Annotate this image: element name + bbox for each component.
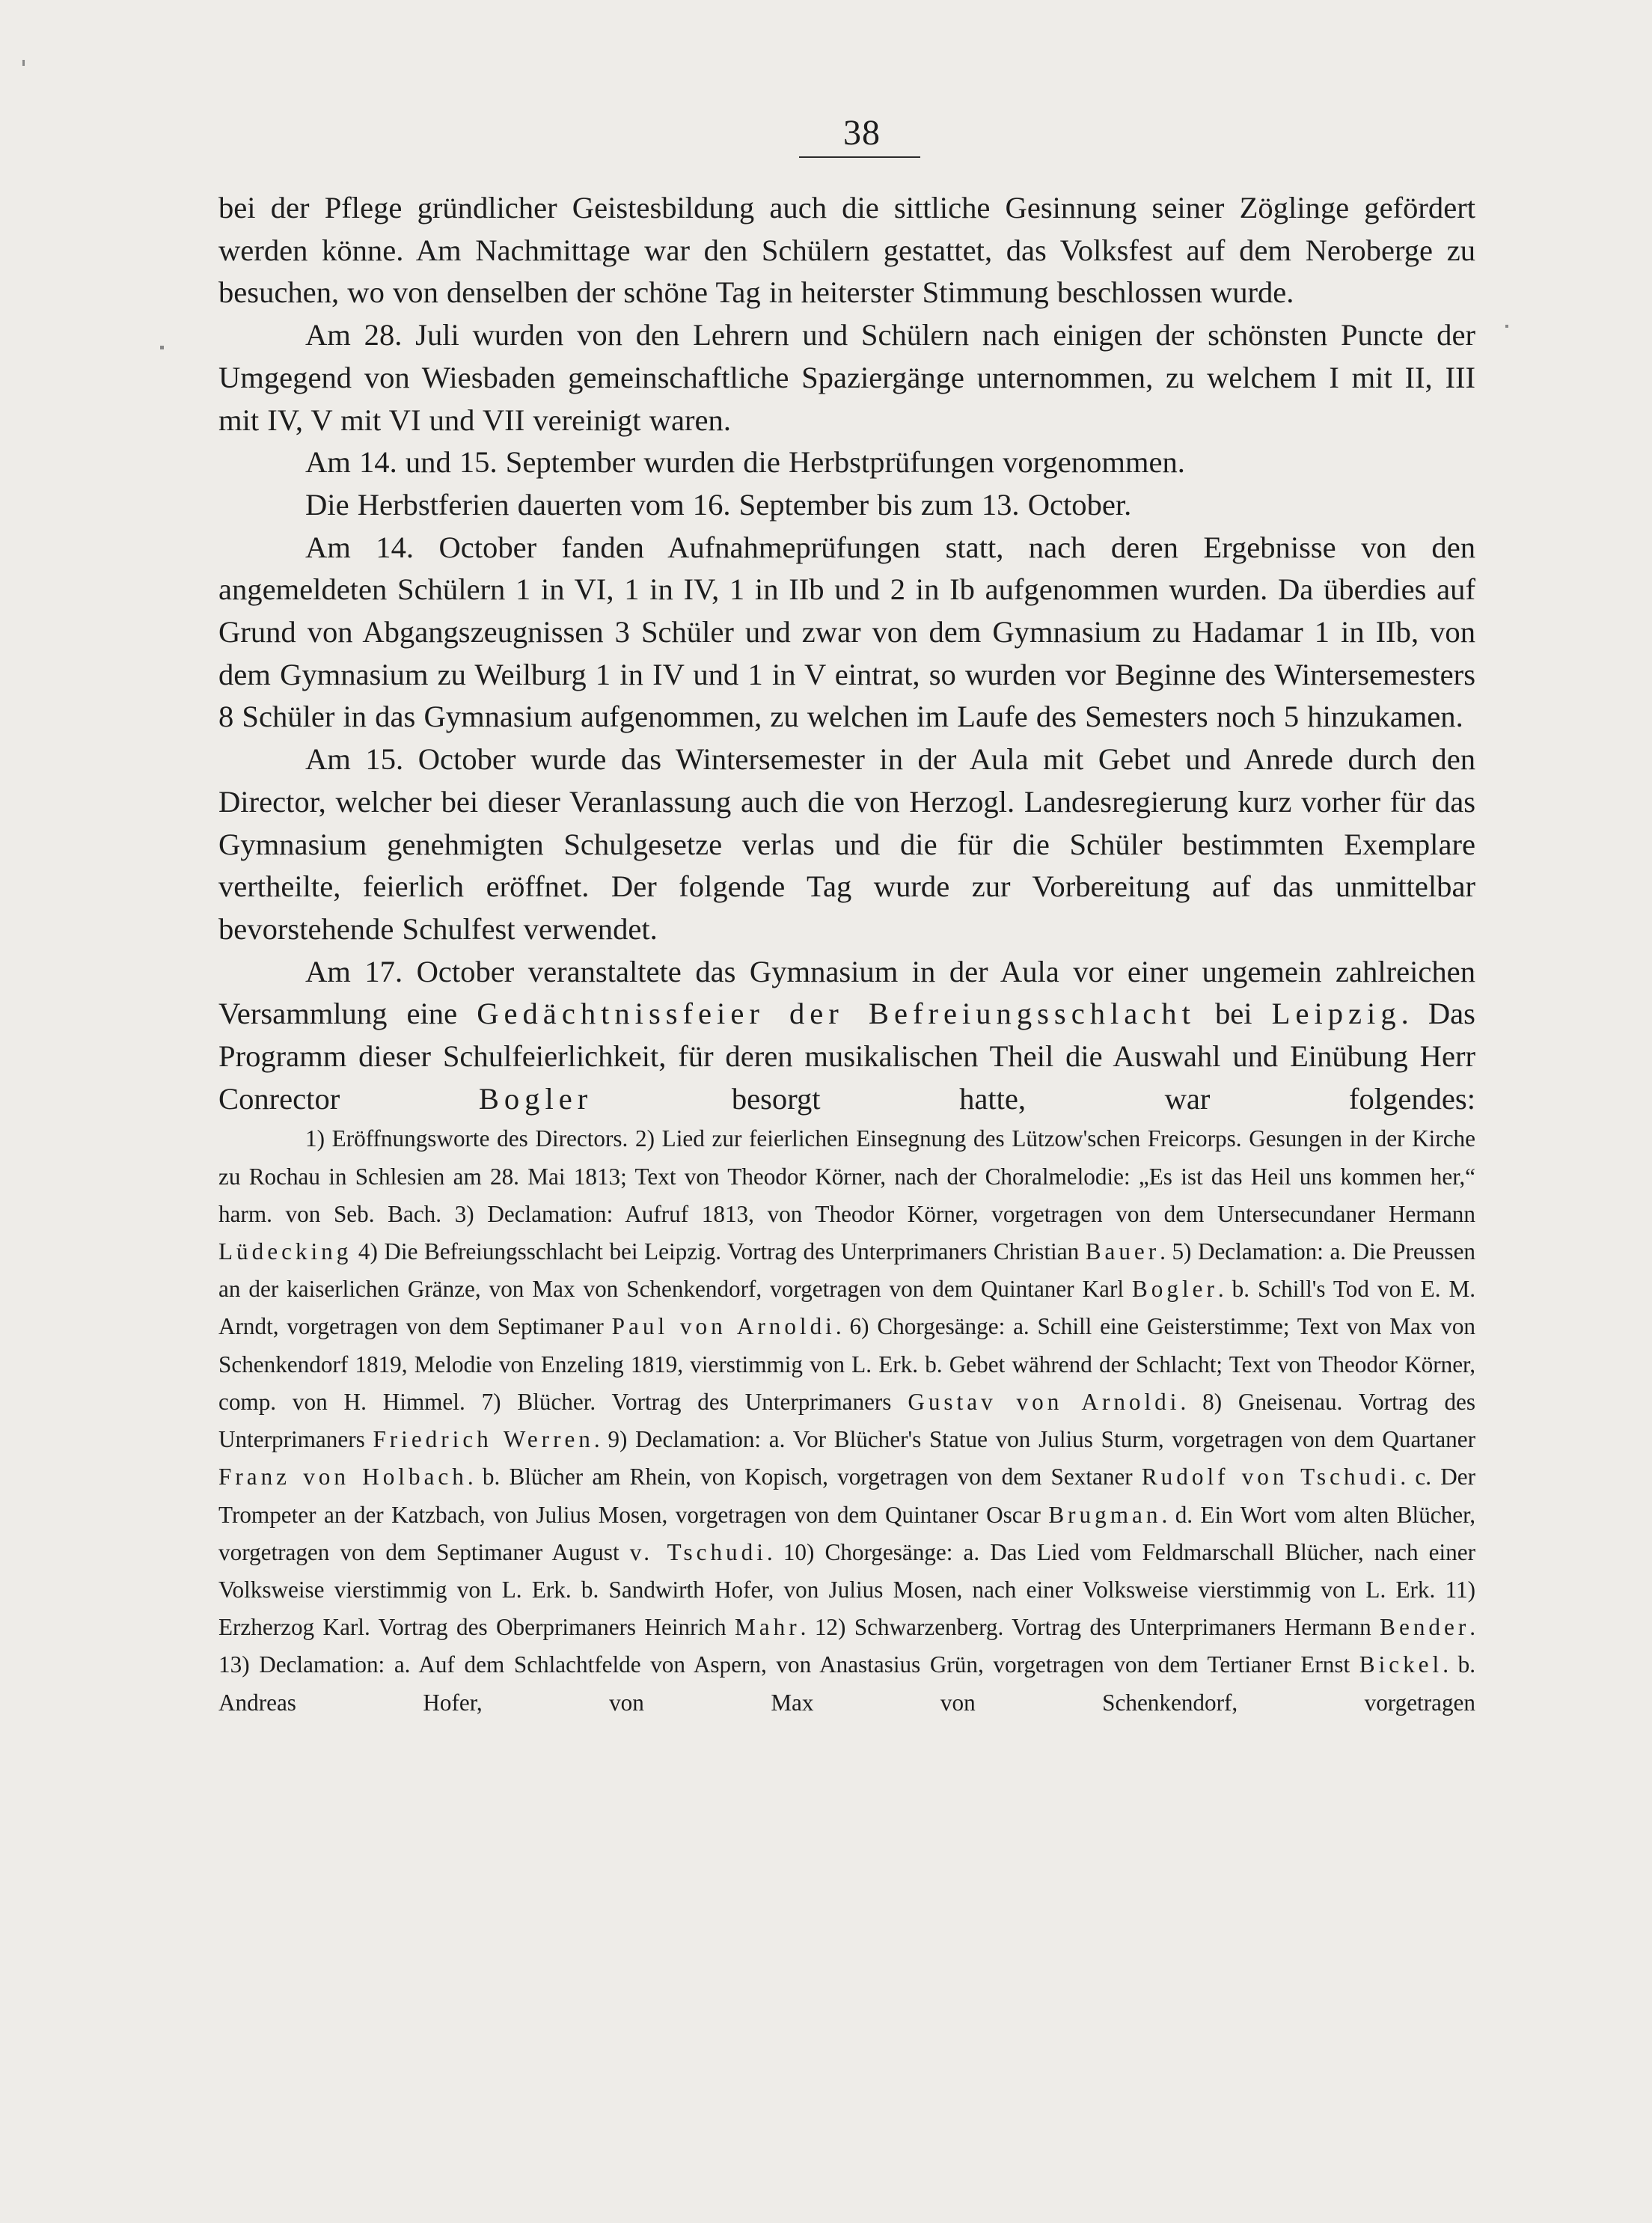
program-name: Mahr — [735, 1614, 801, 1641]
commemoration-text-1: Am 17. October veranstaltete das Gymnasium in der Aula vor einer ungemein zahlreichen Versammlung eine — [218, 954, 1475, 1031]
program-name: v. Tschudi — [629, 1538, 767, 1565]
program-text: . b. Blücher am Rhein, von Kopisch, vorgetragen von dem Sextaner — [467, 1464, 1133, 1490]
program-name: Bogler — [1131, 1276, 1218, 1303]
commemoration-text-1b: bei — [1214, 997, 1252, 1031]
program-name: Brugman — [1048, 1501, 1162, 1528]
program-name: Lüdecking — [218, 1238, 352, 1265]
commemoration-place-spaced: Leipzig — [1271, 997, 1401, 1031]
scan-speck — [160, 346, 164, 349]
program-name: Bender — [1380, 1614, 1470, 1641]
program-name: Paul von Arnoldi — [611, 1313, 836, 1340]
festival-program — [218, 1120, 1475, 1721]
program-text: . c. Der Trompeter an der Katzbach, von Julius Mosen, vorgetragen von dem Quintaner Oscar — [218, 1464, 1476, 1528]
program-text: . 5) Declamation: a. Die Preussen an der kaiserlichen Gränze, von Max von Schenkendorf, vorgetragen von dem Quintaner Karl — [218, 1238, 1476, 1303]
paragraph-autumn-holidays: Die Herbstferien dauerten vom 16. September bis zum 13. October. — [305, 487, 1132, 522]
program-name: Rudolf von Tschudi — [1141, 1464, 1401, 1490]
program-text: . b. Schill's Tod von E. M. Arndt, vorgetragen von dem Septimaner — [218, 1276, 1476, 1340]
program-name: Bauer — [1085, 1238, 1160, 1265]
program-text: 4) Die Befreiungsschlacht bei Leipzig. Vortrag des Unterprimaners Christian — [358, 1238, 1080, 1265]
paragraph-winter-semester: Am 15. October wurde das Wintersemester in der Aula mit Gebet und Anrede durch den Director, welcher bei dieser Veranlassung auch die von Herzogl. Landesregierung kurz vorher für das Gymnasium genehmigten Schulgesetze verlas und die für die Schüler bestimmten Exemplare vertheilte, feierlich eröffnet. Der folgende Tag wurde zur Vorbereitung auf das unmittelbar bevorstehende Schulfest verwendet. — [218, 742, 1475, 946]
program-text: 1) Eröffnungsworte des Directors. 2) Lied zur feierlichen Einsegnung des Lützow'schen Freicorps. Gesungen in der Kirche zu Rochau in Schlesien am 28. Mai 1813; Text von Theodor Körner, nach der Choralmelodie: „Es ist das Heil uns kommen her,“ harm. von Seb. Bach. 3) Declamation: Aufruf 1813, von Theodor Körner, vorgetragen von dem Untersecundaner Hermann — [218, 1125, 1475, 1227]
program-name: Bickel — [1359, 1651, 1443, 1678]
conrector-name-spaced: Bogler — [478, 1081, 593, 1116]
page-number: 38 — [843, 113, 881, 153]
program-name: Friedrich Werren — [373, 1426, 594, 1453]
program-name: Gustav von Arnoldi — [908, 1388, 1181, 1415]
program-text: . d. Ein Wort vom alten Blücher, vorgetragen von dem Septimaner August — [218, 1501, 1476, 1565]
scan-speck — [22, 60, 25, 66]
program-text: . 8) Gneisenau. Vortrag des Unterprimaners — [218, 1388, 1476, 1453]
page-number-rule — [799, 156, 920, 158]
program-text: . 9) Declamation: a. Vor Blücher's Statue von Julius Sturm, vorgetragen von dem Quartaner — [593, 1426, 1475, 1453]
program-text: . 6) Chorgesänge: a. Schill eine Geisterstimme; Text von Max von Schenkendorf 1819, Melodie von Enzeling 1819, vierstimmig von L. Erk. b. Gebet während der Schlacht; Text von Theodor Körner, comp. von H. Himmel. 7) Blücher. Vortrag des Unterprimaners — [218, 1313, 1476, 1415]
commemoration-text-2: . Das Programm dieser Schulfeierlichkeit, für deren musikalischen Theil die Auswahl und Einübung Herr Conrector — [218, 997, 1475, 1116]
scan-speck — [1505, 325, 1508, 328]
program-text: . 10) Chorgesänge: a. Das Lied vom Feldmarschall Blücher, nach einer Volksweise vierstimmig von L. Erk. b. Sandwirth Hofer, von Julius Mosen, nach einer Volksweise vierstimmig von L. Erk. 11) Erzherzog Karl. Vortrag des Oberprimaners Heinrich — [218, 1538, 1476, 1641]
commemoration-title-spaced: Gedächtnissfeier der Befreiungsschlacht — [477, 997, 1196, 1031]
program-text: . 12) Schwarzenberg. Vortrag des Unterprimaners Hermann — [800, 1614, 1371, 1641]
commemoration-text-end: besorgt hatte, war folgendes: — [731, 1081, 1475, 1116]
body-text — [218, 187, 1475, 1722]
program-text: . b. Andreas Hofer, von Max von Schenkendorf, vorgetragen — [218, 1651, 1476, 1716]
paragraph-admissions: Am 14. October fanden Aufnahmeprüfungen statt, nach deren Ergebnisse von den angemeldeten Schülern 1 in VI, 1 in IV, 1 in IIb und 2 in Ib aufgenommen wurden. Da überdies auf Grund von Abgangszeugnissen 3 Schüler und zwar von dem Gymnasium zu Hadamar 1 in IIb, von dem Gymnasium zu Weilburg 1 in IV und 1 in V eintrat, so wurden vor Beginne des Wintersemesters 8 Schüler in das Gymnasium aufgenommen, zu welchen im Laufe des Semesters noch 5 hinzukamen. — [218, 530, 1475, 734]
program-name: Franz von Holbach — [218, 1464, 468, 1490]
paragraph-continuation: bei der Pflege gründlicher Geistesbildung auch die sittliche Gesinnung seiner Zöglinge gefördert werden könne. Am Nachmittage war den Schülern gestattet, das Volksfest auf dem Neroberge zu besuchen, wo von denselben der schöne Tag in heiterster Stimmung beschlossen wurde. — [218, 191, 1475, 310]
paragraph-autumn-exams: Am 14. und 15. September wurden die Herbstprüfungen vorgenommen. — [305, 445, 1185, 480]
paragraph-commemoration — [218, 951, 1475, 1121]
paragraph-july-excursion: Am 28. Juli wurden von den Lehrern und Schülern nach einigen der schönsten Puncte der Umgegend von Wiesbaden gemeinschaftliche Spaziergänge unternommen, zu welchem I mit II, III mit IV, V mit VI und VII vereinigt waren. — [218, 318, 1475, 437]
program-text: . 13) Declamation: a. Auf dem Schlachtfelde von Aspern, von Anastasius Grün, vorgetragen von dem Tertianer Ernst — [218, 1614, 1476, 1678]
